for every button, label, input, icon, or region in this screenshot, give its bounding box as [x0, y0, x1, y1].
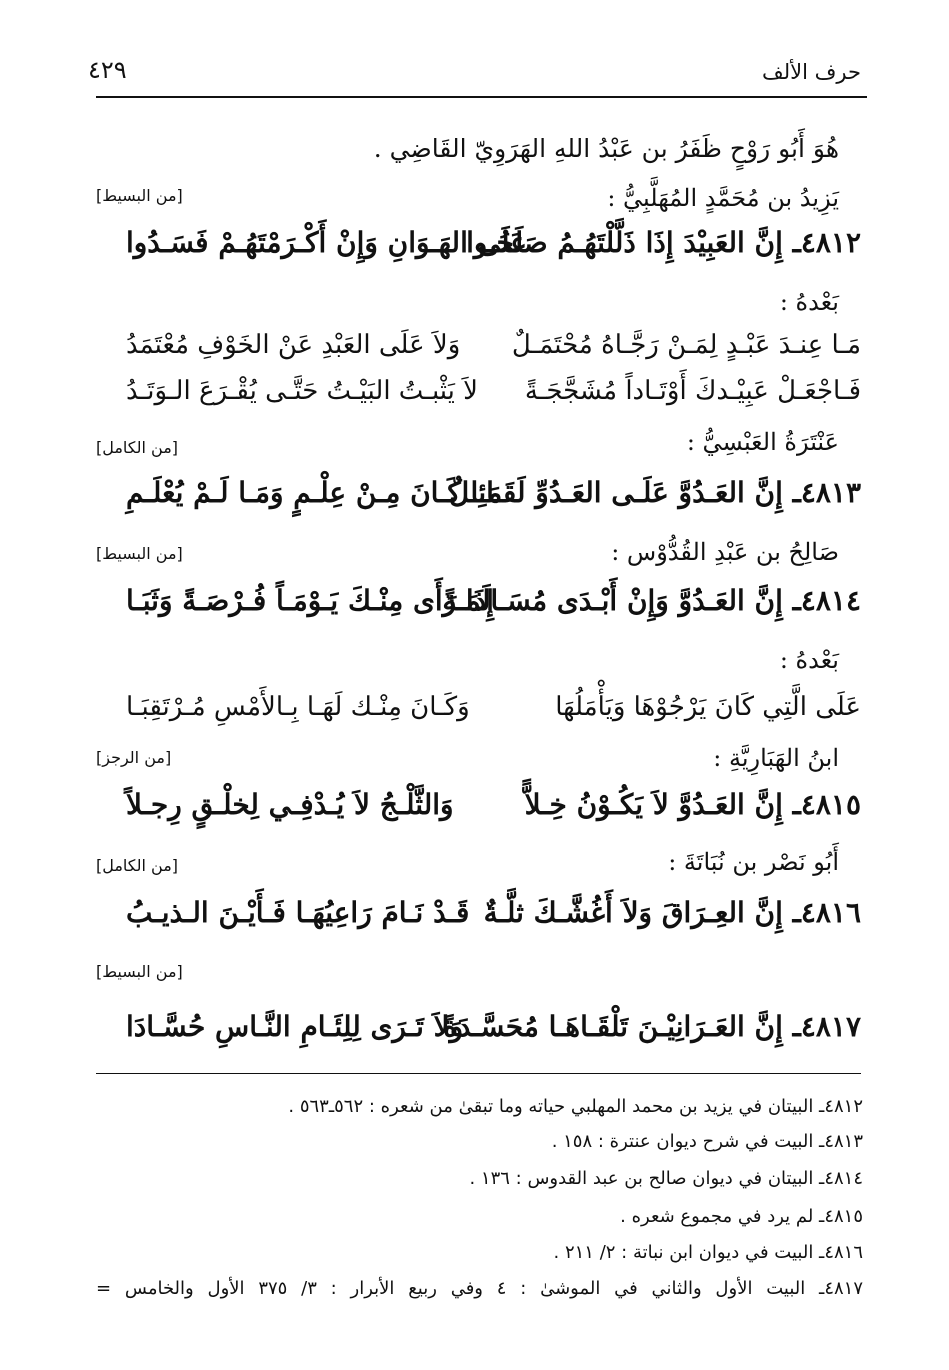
meter-label-4817: [من البسيط] [96, 962, 183, 981]
poet-name-4815: ابنُ الهَبَارِيَّةِ : [713, 744, 839, 772]
verse-first-hemistich: ٤٨١٤ـ إِنَّ العَـدُوَّ وَإِنْ أَبْـدَى مُسَـالَمَـةً [442, 584, 861, 617]
verse-second-hemistich: قَـدْ نَـامَ رَاعِيُهَـا فَـأَيْـنَ الـذيـبُ [126, 896, 470, 929]
verse-4812 [100, 226, 861, 266]
verse-4815 [100, 788, 861, 828]
verse-4812-line-2 [100, 330, 861, 370]
footnote-4815: ٤٨١٥ـ لم يرد في مجموع شعره . [620, 1206, 863, 1227]
meter-label-4814: [من البسيط] [96, 544, 183, 563]
verse-second-hemistich: مَـا كَـانَ مِـنْ عِلْـمٍ وَمَـا لَـمْ يُعْلَـمِ [126, 476, 503, 509]
page-number: ٤٢٩ [88, 56, 127, 84]
verse-4812-line-3 [100, 376, 861, 416]
verse-4813 [100, 476, 861, 516]
verse-first-hemistich: مَـا عِنـدَ عَبْـدٍ لِمَـنْ رَجَّـاهُ مُحْتَمَـلٌ [511, 330, 861, 360]
intro-line: هُوَ أَبُو رَوْحٍ ظَفَرُ بن عَبْدُ اللهِ الهَرَوِيّ القَاضِي . [373, 134, 839, 163]
verse-second-hemistich: لاَ يَثْبـتُ البَيْـتُ حَتَّـى يُقْـرَعَ الـوَتَـدُ [126, 376, 478, 406]
meter-label-4813: [من الكامل] [96, 438, 179, 457]
verse-second-hemistich: وَلاَ تَـرَى لِلِئَـامِ النَّـاسِ حُسَّـادَا [126, 1010, 464, 1043]
verse-second-hemistich: عَلَى الهَـوَانِ وَإِنْ أَكْـرَمْتَهُـمْ فَسَـدُوا [126, 226, 527, 259]
header-rule [96, 96, 867, 98]
footnote-rule [96, 1073, 861, 1074]
verse-first-hemistich: فَـاجْعَـلْ عَبِيْـدكَ أَوْتَـاداً مُشَجَّجَـةً [524, 376, 861, 406]
meter-label-4815: [من الرجز] [96, 748, 172, 767]
after-label-4814: بَعْدهُ : [779, 646, 839, 674]
verse-first-hemistich: ٤٨١٧ـ إِنَّ العَـرَانِيْـنَ تَلْقَـاهَـا مُحَسَّـدَةً [443, 1010, 861, 1043]
after-label-4812: بَعْدهُ : [779, 288, 839, 316]
verse-second-hemistich: وَالثَّلْـجُ لاَ يُـدْفِـي لِخلْـقٍ رِجـلاً [126, 788, 454, 821]
footnote-4816: ٤٨١٦ـ البيت في ديوان ابن نباتة : ٢/ ٢١١ . [553, 1242, 863, 1263]
verse-4817 [100, 1010, 861, 1050]
verse-second-hemistich: وَلاَ عَلَى العَبْدِ عَنْ الخَوْفِ مُعْتَمَدُ [126, 330, 461, 360]
verse-first-hemistich: عَلَى الَّتِي كَانَ يَرْجُوْهَا وَيَأْمَلُهَا [555, 692, 861, 722]
verse-second-hemistich: وَكَـانَ مِنْـك لَهَـا بِـالأَمْسِ مُـرْتَقِبَـا [126, 692, 470, 722]
verse-4816 [100, 896, 861, 936]
verse-first-hemistich: ٤٨١٦ـ إِنَّ العِـرَاقَ وَلاَ أَغُشَّـكَ ثلَّـةٌ [483, 896, 861, 929]
verse-4814 [100, 584, 861, 624]
footnote-4817: ٤٨١٧ـ البيت الأول والثاني في الموشىٰ : ٤ وفي ربيع الأبرار : ٣/ ٣٧٥ الأول والخامس = [96, 1278, 863, 1299]
verse-second-hemistich: إِذَا رَأَى مِنْـكَ يَـوْمَـاً فُـرْصَـةً وَثَبَـا [126, 584, 494, 617]
footnote-4813: ٤٨١٣ـ البيت في شرح ديوان عنترة : ١٥٨ . [551, 1131, 863, 1152]
meter-label-4812: [من البسيط] [96, 186, 183, 205]
poet-name-4814: صَالِحُ بن عَبْدِ القُدُّوْس : [611, 538, 839, 566]
poet-name-4812: يَزِيدُ بن مُحَمَّدٍ المُهَلَّبِيُّ : [607, 184, 839, 212]
footnote-4812: ٤٨١٢ـ البيتان في يزيد بن محمد المهلبي حياته وما تبقىٰ من شعره : ٥٦٢ـ٥٦٣ . [288, 1096, 863, 1117]
poet-name-4813: عَنْتَرَةُ العَبْسِيُّ : [686, 428, 839, 456]
running-head-title: حرف الألف [762, 60, 861, 84]
footnote-4814: ٤٨١٤ـ البيتان في ديوان صالح بن عبد القدوس : ١٣٦ . [469, 1168, 863, 1189]
verse-4814-line-2 [100, 692, 861, 732]
verse-first-hemistich: ٤٨١٥ـ إِنَّ العَـدُوَّ لاَ يَكُـوْنُ خِـلاًّ [524, 788, 861, 821]
meter-label-4816: [من الكامل] [96, 856, 179, 875]
poet-name-4816: أَبُو نَصْر بن نُبَاتَةَ : [668, 848, 839, 876]
verse-first-hemistich: ٤٨١٣ـ إِنَّ العَـدُوَّ عَلَـى العَـدُوِّ لَقَـائِـلٌ [448, 476, 861, 509]
verse-first-hemistich: ٤٨١٢ـ إِنَّ العَبِيْدَ إِذَا ذَلَّلْتَهُـمُ صَلَحُـوا [466, 226, 861, 259]
